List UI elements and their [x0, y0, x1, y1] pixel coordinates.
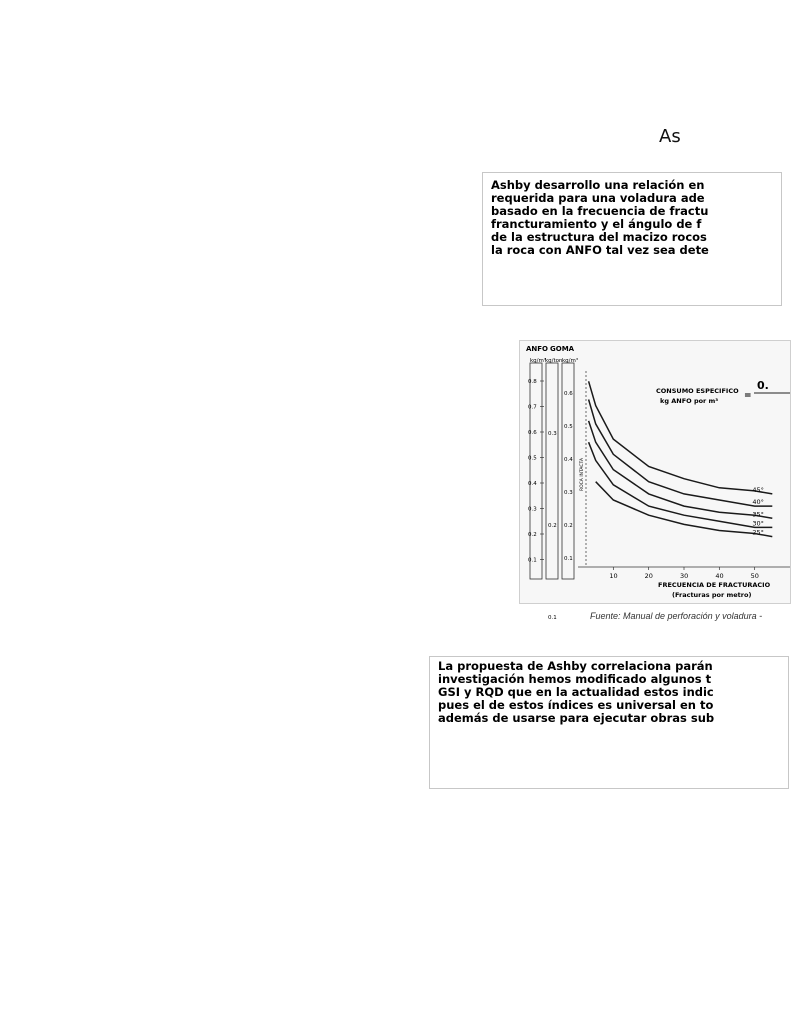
formula-sublabel: kg ANFO por m³ [660, 397, 719, 405]
formula-label: CONSUMO ESPECIFICO [656, 387, 739, 395]
text-line: de la estructura del macizo rocos [491, 230, 707, 244]
tick-label: 0.6 [528, 430, 537, 436]
tick-label: 0.3 [564, 490, 573, 496]
series-label: 35° [752, 510, 764, 519]
tick-label: 0.4 [564, 457, 573, 463]
x-tick-label: 50 [750, 572, 759, 580]
tick-label: 0.5 [528, 455, 537, 462]
text-line: la roca con ANFO tal vez sea dete [491, 243, 709, 257]
scale-bar [530, 363, 542, 579]
text-line: pues el de estos índices es universal en to [438, 698, 714, 712]
text-line: investigación hemos modificado algunos t [438, 672, 712, 686]
page-title: As [659, 126, 681, 147]
figure-source: Fuente: Manual de perforación y voladura - [590, 611, 763, 621]
text-line: francturamiento y el ángulo de f [491, 217, 702, 231]
unit-label: kg/m³ [530, 358, 547, 364]
tick-label: 0.6 [564, 391, 573, 397]
formula-value: 0. [757, 379, 769, 392]
text-line: La propuesta de Ashby correlaciona parán [438, 659, 713, 673]
tick-label: 0.1 [528, 557, 537, 564]
text-line: GSI y RQD que en la actualidad estos indic [438, 685, 714, 699]
tick-label: 0.2 [528, 532, 537, 538]
tick-label: 0.3 [548, 431, 557, 437]
x-tick-label: 10 [609, 572, 618, 580]
anfo-label: ANFO [526, 345, 549, 353]
tick-label: 0.2 [548, 523, 557, 529]
formula-equals: = [744, 391, 752, 401]
tick-label: 0.4 [528, 481, 537, 487]
series-label: 45° [752, 485, 764, 494]
x-tick-label: 30 [680, 572, 689, 580]
x-tick-label: 20 [644, 572, 653, 580]
series-label: 40° [752, 498, 764, 507]
unit-label: kg/ton [545, 358, 563, 364]
tick-label: 0.5 [564, 424, 573, 430]
x-tick-label: 40 [715, 572, 724, 580]
ashby-correlation-box [429, 656, 789, 789]
text-line: Ashby desarrollo una relación en [491, 178, 705, 192]
unit-label: kg/m³ [562, 358, 579, 364]
text-line: requerida para una voladura ade [491, 191, 705, 205]
tick-label: 0.2 [564, 523, 573, 529]
text-line: basado en la frecuencia de fractu [491, 204, 709, 218]
scale-bar [546, 363, 558, 579]
text-line: además de usarse para ejecutar obras sub [438, 711, 715, 725]
tick-label: 0.7 [528, 404, 537, 411]
goma-label: GOMA [550, 345, 575, 353]
tick-label: 0.8 [528, 379, 537, 385]
tick-label: 0.1 [548, 615, 557, 621]
x-axis-label: FRECUENCIA DE FRACTURACIO [658, 581, 771, 589]
tick-label: 0.3 [528, 506, 537, 513]
series-label: 25° [752, 528, 764, 537]
ashby-description-box [482, 172, 782, 306]
x-axis-sublabel: (Fracturas por metro) [672, 591, 752, 599]
roca-intacta-label: ROCA INTACTA [580, 457, 585, 491]
series-label: 30° [752, 519, 764, 528]
tick-label: 0.1 [564, 556, 573, 562]
